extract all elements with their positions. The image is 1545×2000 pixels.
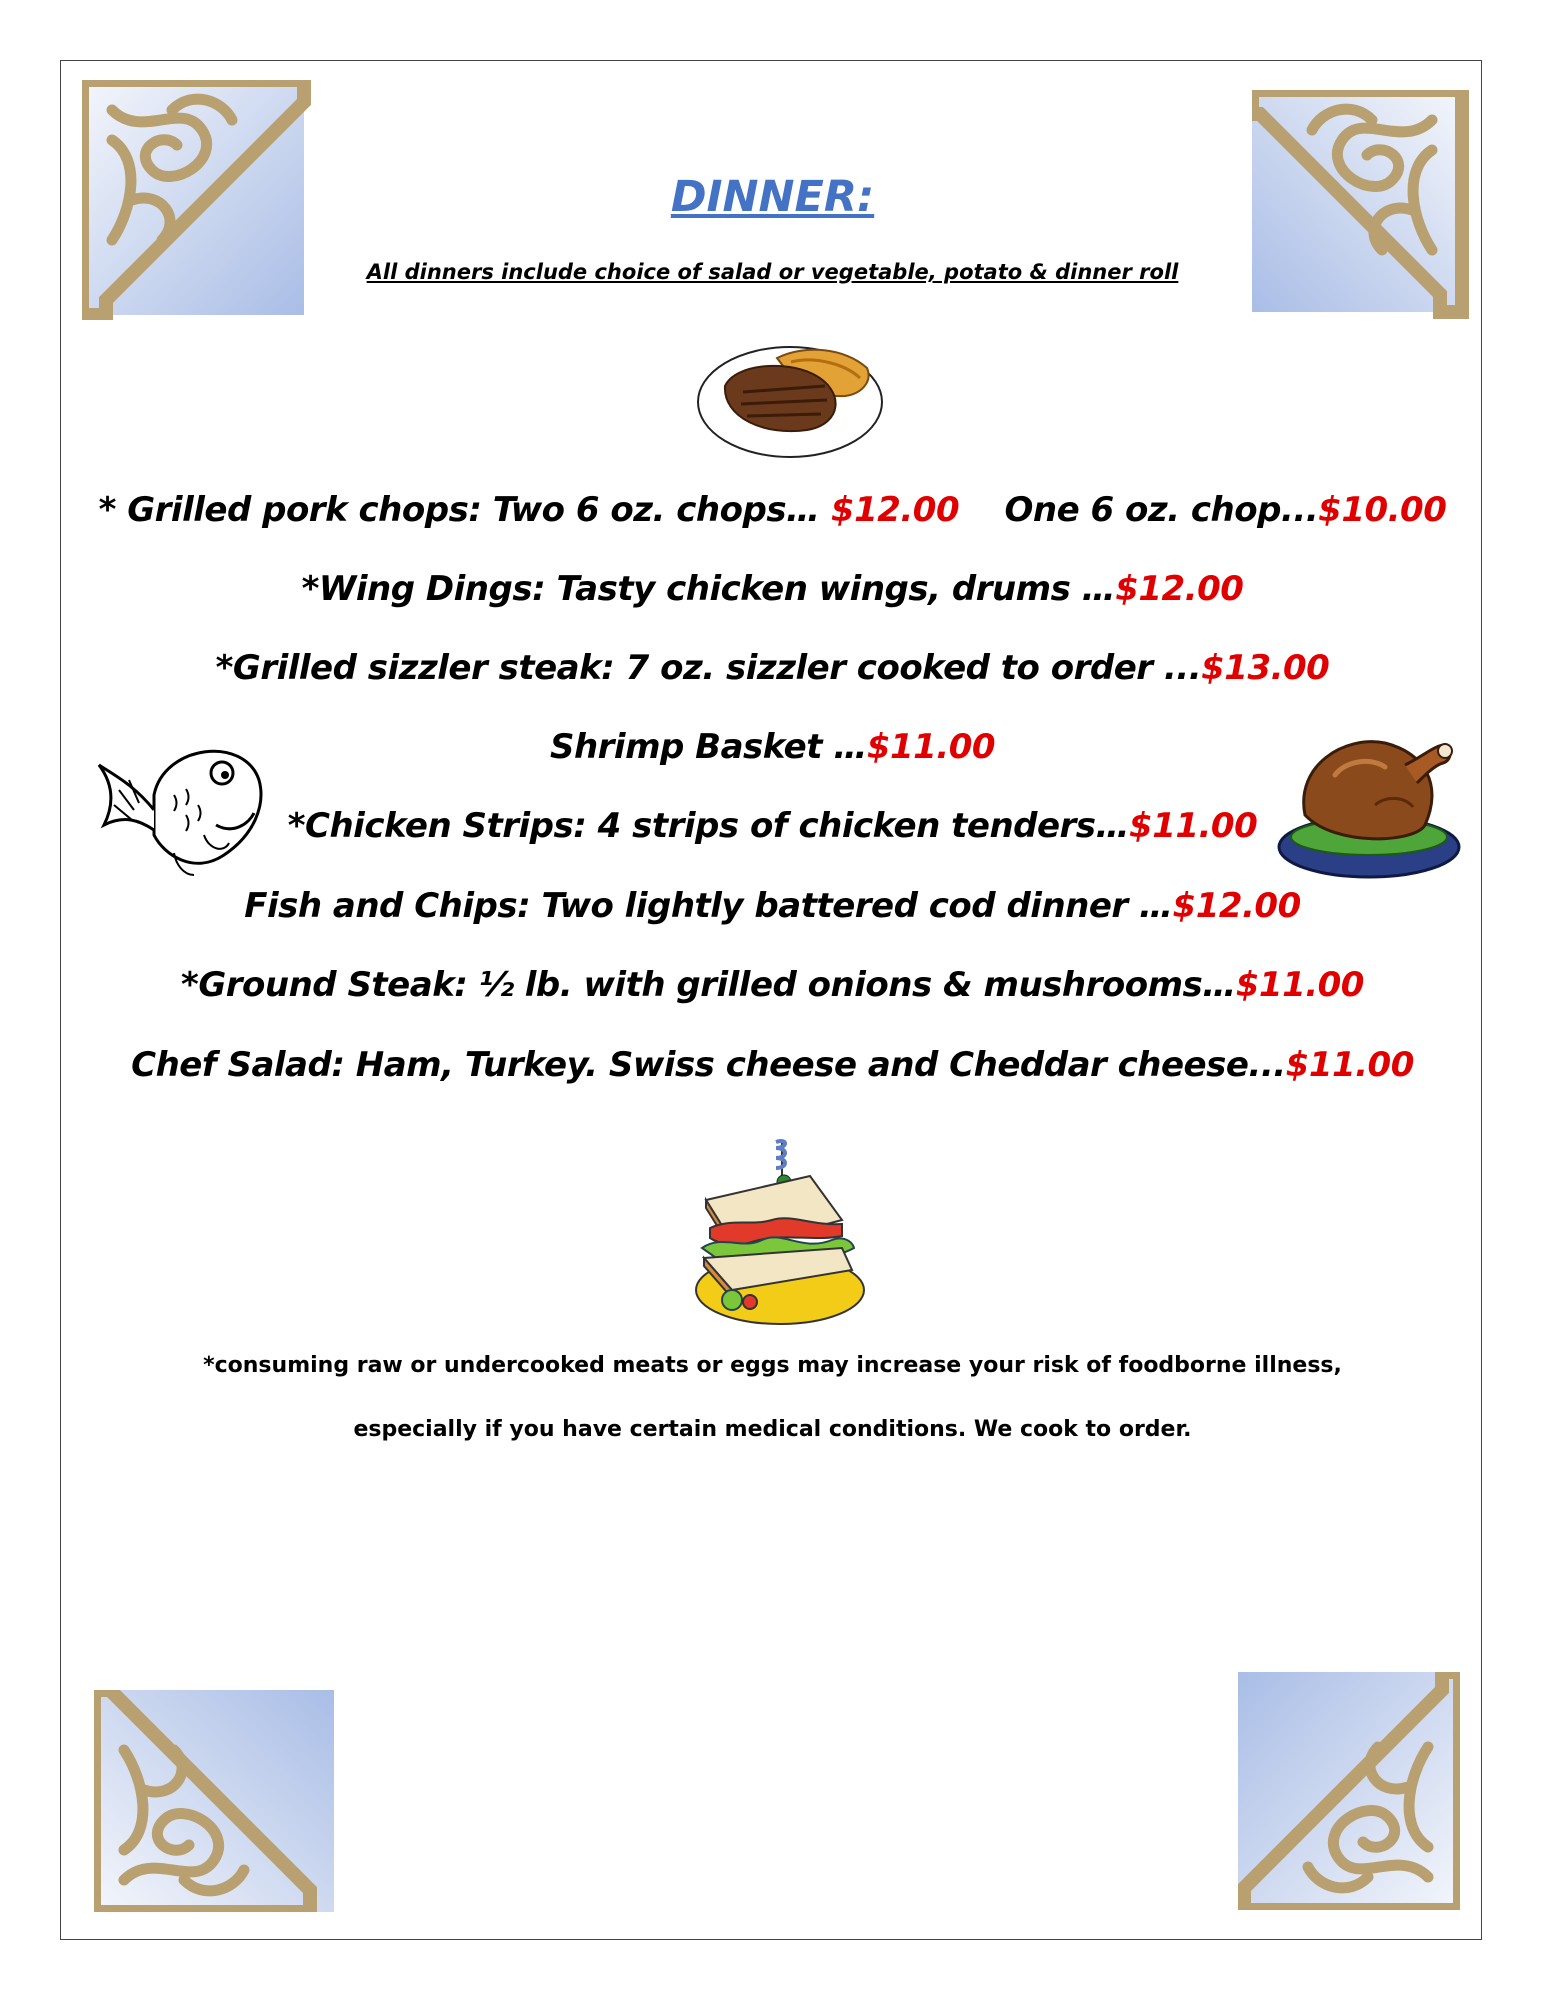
- health-advisory-line1: *consuming raw or undercooked meats or eggs may increase your risk of foodborne illness,: [203, 1353, 1342, 1378]
- corner-ornament-icon: [1238, 1672, 1460, 1910]
- fish-icon: [94, 725, 269, 887]
- menu-item-price: $12.00: [1115, 569, 1244, 609]
- page-title: DINNER:: [670, 172, 875, 222]
- menu-item: [0, 569, 1545, 609]
- steak-plate-icon: [695, 338, 885, 460]
- menu-item-price: $13.00: [1201, 648, 1330, 688]
- menu-item-price: $11.00: [866, 727, 996, 767]
- menu-item-price: $11.00: [1285, 1045, 1414, 1085]
- menu-item-text: Fish and Chips: Two lightly battered cod dinner …: [244, 886, 1173, 926]
- page-subtitle: All dinners include choice of salad or vegetable, potato & dinner roll: [366, 260, 1179, 284]
- health-advisory-line2: especially if you have certain medical conditions. We cook to order.: [353, 1417, 1192, 1442]
- corner-ornament-icon: [94, 1690, 334, 1912]
- menu-item-text: *Grilled sizzler steak: 7 oz. sizzler cooked to order ...: [215, 648, 1202, 688]
- menu-item: [0, 965, 1545, 1005]
- menu-item: [0, 1045, 1545, 1085]
- menu-item-price: $11.00: [1129, 806, 1258, 846]
- menu-item-price: $11.00: [1235, 965, 1364, 1005]
- menu-item: [0, 648, 1545, 688]
- menu-item-text: Chef Salad: Ham, Turkey. Swiss cheese and Cheddar cheese...: [131, 1045, 1286, 1085]
- sandwich-icon: [692, 1130, 872, 1330]
- menu-item-price: $12.00: [1172, 886, 1301, 926]
- menu-item-text: *Ground Steak: ½ lb. with grilled onions & mushrooms…: [181, 965, 1236, 1005]
- menu-item-text: *Wing Dings: Tasty chicken wings, drums …: [301, 569, 1116, 609]
- roast-turkey-icon: [1275, 725, 1463, 883]
- menu-item: [0, 490, 1545, 530]
- menu-item-text: One 6 oz. chop...: [959, 490, 1319, 530]
- menu-item: [0, 886, 1545, 926]
- menu-item-price: $12.00: [830, 490, 960, 530]
- menu-item-price: $10.00: [1318, 490, 1447, 530]
- menu-item-text: * Grilled pork chops: Two 6 oz. chops…: [98, 490, 831, 530]
- menu-item-text: *Chicken Strips: 4 strips of chicken tenders…: [287, 806, 1130, 846]
- menu-item-text: Shrimp Basket …: [549, 727, 867, 767]
